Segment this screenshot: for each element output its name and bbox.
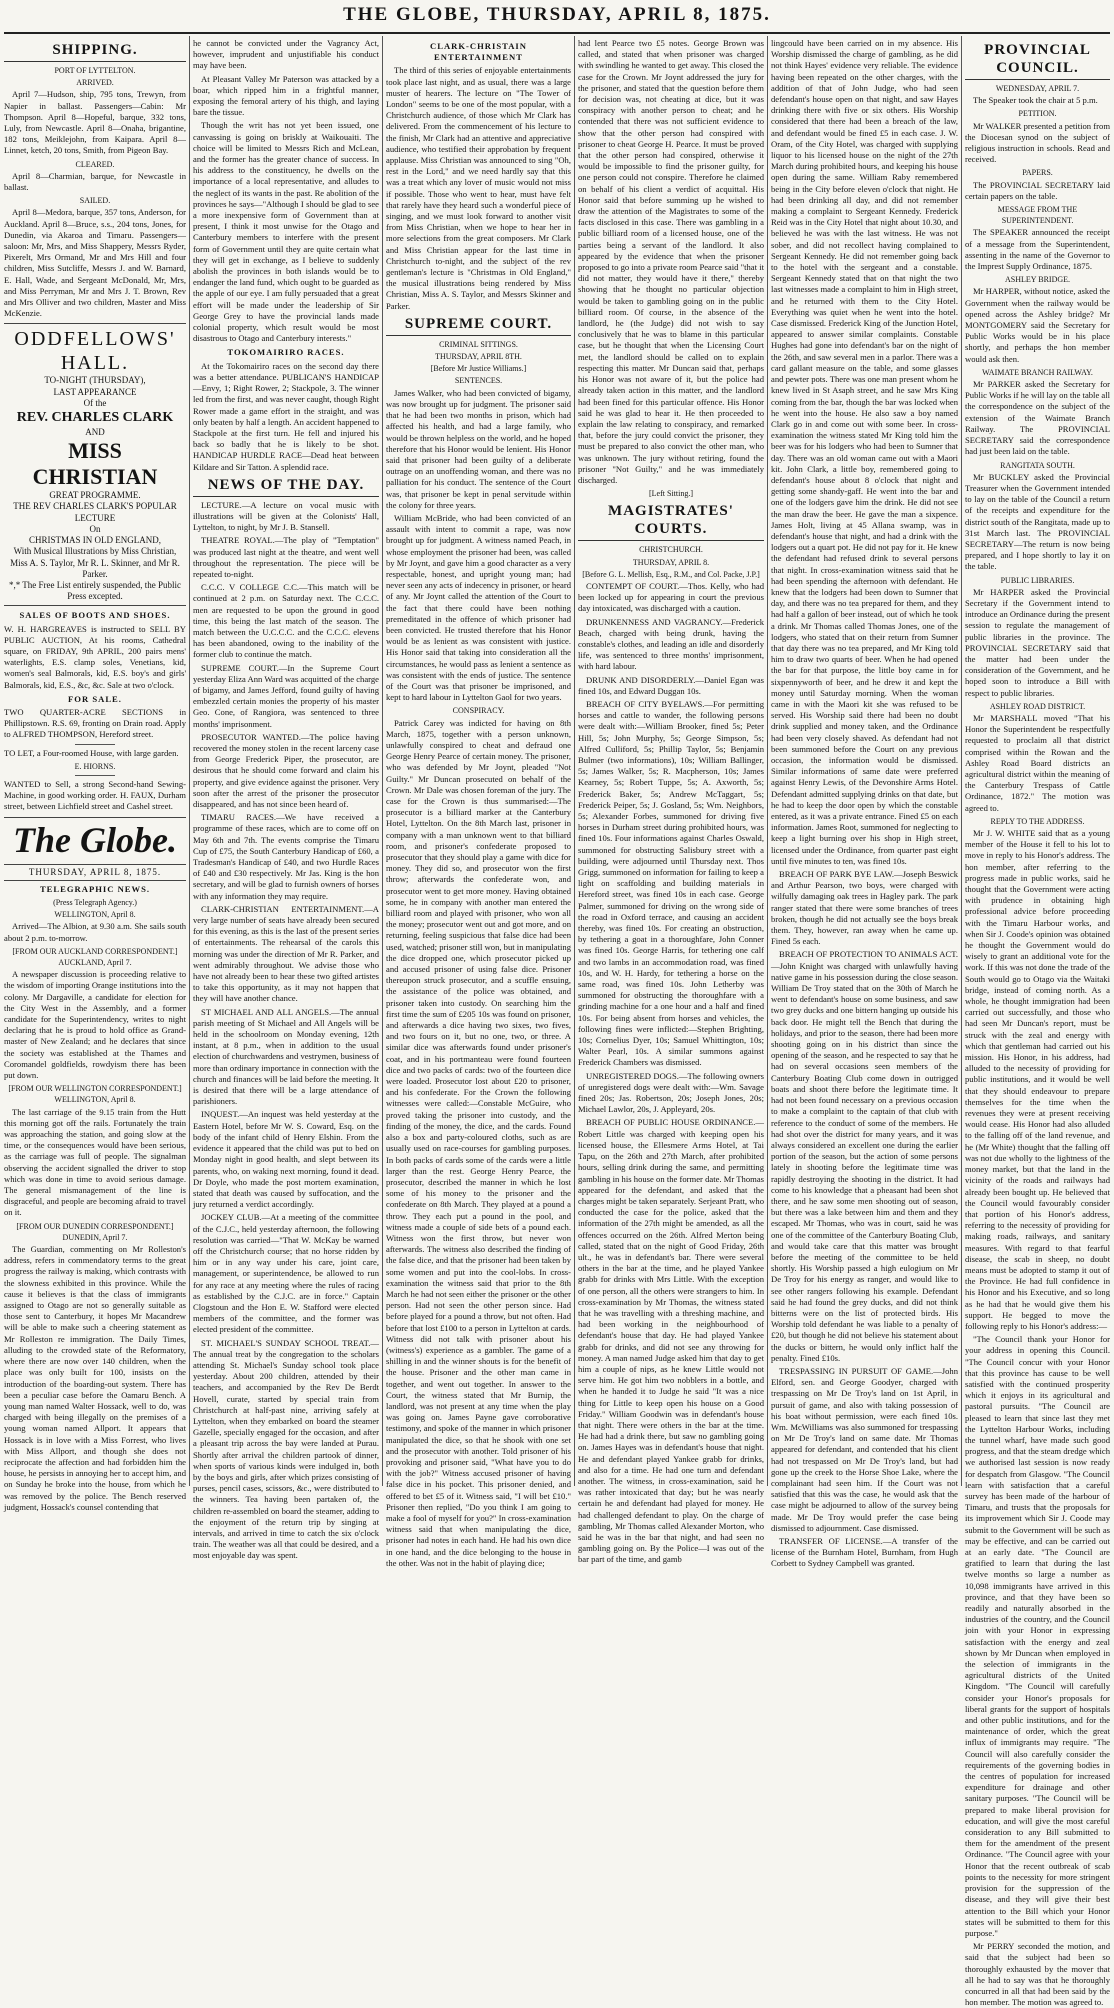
wellington-text: Arrived—The Albion, at 9.30 a.m. She sails south about 2 p.m. to-morrow. xyxy=(4,921,186,943)
divider xyxy=(75,775,115,776)
mcbride-case: William McBride, who had been convicted of an assault with intent to commit a rape, was now brought up for judgment. A witness named Peach, in whose employment the prisoner had been, was called by Mr Joynt, and gave him a good character as a very respectable, honest, and upright young man; had never seen any acts of indecency in prisoner, or heard of any. Mr Joynt called the attention of the Court to the fact that there could have been nothing premeditated in the offence of which prisoner had been convicted. He trusted therefore that his Honor would be as lenient as was consistent with justice. His Honor said that taking into consideration all the circumstances, he would pass as lenient a sentence as was consistent with the ends of justice. The sentence of the Court was that prisoner be imprisoned, and kept to hard labour in Lyttelton Gaol for two years. xyxy=(386,512,571,703)
masthead-rule xyxy=(4,32,1110,34)
sailed-label: SAILED. xyxy=(79,196,111,206)
papers-label: PAPERS. xyxy=(1022,168,1053,178)
papers-text: The PROVINCIAL SECRETARY laid certain papers on the table. xyxy=(965,179,1110,201)
libraries-text: Mr HARPER asked the Provincial Secretary if the Government intend to introduce an Ordinance during the present session to regulate the management of public libraries in the province. The PROVINCIAL SECRETARY said that the matter had been under the consideration of the Government, and he hoped soon to introduce a Bill with respect to public libraries. xyxy=(965,586,1110,698)
telegraphic-heading: TELEGRAPHIC NEWS. xyxy=(39,883,151,894)
magistrates-heading: MAGISTRATES' COURTS. xyxy=(578,502,764,541)
column-divider xyxy=(767,36,768,1486)
last-appearance: LAST APPEARANCE xyxy=(53,386,137,397)
auckland-correspondent: [FROM OUR AUCKLAND CORRESPONDENT.] AUCKLAND, April 7. xyxy=(12,946,178,967)
column-divider xyxy=(574,36,575,1486)
supreme-court-heading: SUPREME COURT. xyxy=(386,315,571,336)
carey-case-continued: had lent Pearce two £5 notes. George Brown was called, and stated that when prisoner was charged with swindling he wanted to get away. This closed the case for the Crown. Mr Joynt addressed the jury for the prisoner, and stated that the question before them for decision was, not cheating at dice, but it was conspiracy with another person to cheat; and he contended that there was not sufficient evidence to show that the other person had conspired with prisoner to cheat George H. Pearce. It must be proved that the other person had conspired, otherwise it would be impossible to find the prisoner guilty, for one person could not conspire. Therefore he claimed on behalf of his client a verdict of acquittal. His Honor said that before summing up he wished to draw the attention of the Magistrates to some of the facts disclosed in this case. There was gambling in a public billiard room of a licensed house, one of the parties being a servant of the landlord. It also appeared by the evidence that when the prisoner proposed to go into a private room Pearce said "that it did not matter, they would have it there," thereby showing that he thought no particular objection would be taken to gambling going on in the public billiard room. Of course, in the absence of the landlord, he (the Judge) did not wish to say conclusively that he was to blame in this particular case, but he thought that when the Licensing Court met, the landlord should be called on to explain respecting this matter. Mr Duncan said that, perhaps his Honor was not aware of it, but the police had already taken action in this matter, and the landlord had been fined for this particular offence. His Honor said he was glad to hear it. He then proceeded to explain the law relating to conspiracy, and remarked that, before the jury could convict the prisoner, they must be prepared to also convict the other man, who was unknown. The jury without retiring, found the prisoner "Not Guilty," and he was immediately discharged. xyxy=(578,38,764,485)
quarter-acre-advert: TWO QUARTER-ACRE SECTIONS in Phillipstown. R.S. 69, fronting on Drain road. Apply to ALFRED THOMPSON, Hereford street. xyxy=(4,706,186,740)
miss-christian: MISS CHRISTIAN xyxy=(32,438,158,490)
column-5 xyxy=(771,38,958,1569)
magistrates-before: [Before G. L. Mellish, Esq., R.M., and Col. Packe, J.P.] xyxy=(582,569,760,579)
speaker: The Speaker took the chair at 5 p.m. xyxy=(973,95,1098,106)
news-item: ST MICHAEL AND ALL ANGELS.—The annual parish meeting of St Michael and All Angels will be held in the schoolroom on Monday evening, 12th instant, at 8 p.m., when in addition to the usual election of churchwardens and vestrymen, business of more than ordinary importance in connection with the church and finances will be laid before the meeting. It is desired that there will be a large attendance of parishioners. xyxy=(193,1006,379,1107)
council-date: WEDNESDAY, APRIL 7. xyxy=(995,84,1080,93)
news-item: JOCKEY CLUB.—At a meeting of the committee of the C.J.C., held yesterday afternoon, the following resolution was carried—"That W. McKay be warned off the Christchurch course; that no horse ridden by him or in any way under his care, joint care, management, or superintendence, be allowed to run for any race at any meeting where the rules of racing as established by the C.J.C. are in force." Captain Clogstoun and the Hon E. W. Stafford were elected members of the committee, and the former was elected president of the committee. xyxy=(193,1212,379,1335)
criminal-sittings: CRIMINAL SITTINGS. xyxy=(439,339,518,349)
ashley-road-text: Mr MARSHALL moved "That his Honor the Superintendent be respectfully requested to proclaim all that district comprised within the Rowan and the Ashley Road Board districts an agricultural district within the meaning of the Canterbury Trespass of Cattle Ordinance, 1872." The motion was agreed to. xyxy=(965,712,1110,813)
and-label: AND xyxy=(85,427,105,438)
petition-label: PETITION. xyxy=(1018,109,1057,119)
press-agency: (Press Telegraph Agency.) xyxy=(53,897,137,907)
rangitata-label: RANGITATA SOUTH. xyxy=(1000,460,1075,470)
ashley-road-label: ASHLEY ROAD DISTRICT. xyxy=(989,701,1086,711)
rev-clark: REV. CHARLES CLARK xyxy=(16,410,174,426)
article-paragraph: he cannot be convicted under the Vagrancy Act, however, imprudent and unjustifiable his conduct may have been. xyxy=(193,38,379,71)
tokomairiro-text: At the Tokomairiro races on the second day there was a better attendance. PUBLICAN'S HANDICAP—Envy, 1; Right Rower, 2; Stackpole, 3. The winner led from the first, and was never caught, though Right Rower made a game effort in the straight, and was only beaten by half a length. An accident happened to Stackpole at the first turn. He fell and injured his back so badly that he is likely to be shot. HANDICAP HURDLE RACE—Dead heat between Kildare and Sir Tatton. A splendid race. xyxy=(193,360,379,472)
column-divider xyxy=(382,36,383,1486)
masthead-title: THE GLOBE, THURSDAY, APRIL 8, 1875. xyxy=(343,4,771,25)
news-heading: NEWS OF THE DAY. xyxy=(193,476,379,497)
news-item: LECTURE.—A lecture on vocal music with illustrations will be given at the Colonists' Hall, Lyttelton, to night, by Mr J. B. Stansell. xyxy=(193,499,379,533)
hiorns-signature: E. HIORNS. xyxy=(74,761,116,771)
cleared-text: April 8—Charmian, barque, for Newcastle in ballast. xyxy=(4,170,186,193)
column-1 xyxy=(4,38,186,1512)
court-item-continued: lingcould have been carried on in my absence. His Worship dismissed the charge of gambling, as he did not think Hayes' evidence very reliable. The evidence having been repeated on the other charges, with the addition of that of John Judge, who had seen defendant's house open on that night, and saw Hayes drinking there with five or six others. His Worship considered that there had been a breach of the law, and defendant would be fined £5 in each case. J. W. Oram, of the City Hotel, was charged with supplying liquor to his licensed house on the night of the 27th March during prohibited hours, and keeping his house open during the same. William Raby remembered being in the City before eleven o'clock that night. He had been drinking all day, and did not remember making a complaint to Sergeant Kennedy. Frederick Reid was in the City Hotel that night about 10.30, and believed he was with the last witness. He was not sober, and did not recollect having complained to Sergeant Kennedy. He did not remember going back to the hotel with the sergeant and a constable. Sergeant Kennedy stated that on that night the two last witnesses made a complaint to him in High street, and he returned with them to the City Hotel. Everything was quiet when he went into the hotel. Case dismissed. Frederick King of the Junction Hotel, appeared to answer similar complaints. Constable Hughes had gone into defendant's bar on the night of the 26th, and saw several men in a parlor. There was a card gallant measure on the table, and some glasses and pewter pots. There was one man present whom he knew lived in St Asaph street, and he saw Mrs King coming from the bar, though the bar was locked when he went into the house. He also saw a boy named Clark go in and come out with some beer. In cross-examination the witness stated Mr King told him the beer was for his lodgers who had been to Sumner that day. There was an old woman came out with a Maori kit. John Clark, a little boy, remembered going to defendant's house about 8 o'clock that night and getting some shandy-gaff. He went into the bar and one of the lodgers gave him the drink. He did not see the man draw the beer. He gave the man a sixpence. James Holt, living at 45 Allana swamp, was in defendant's house that night, and had a drink with the lodgers out a quart pot. He did not pay for it. He knew the defendant had refused drink to several persons that night. In cross-examination witness said that he had been spending the afternoon with defendant. He knew that the lodgers had been down to Sumner that day, and there was no tea prepared for them, and they had half a gallon of beer instead, out of which he took a drink. Mr Thomas called Thomas Jones, one of the lodgers, who stated that on their return from Sumner that day there was no tea prepared, and Mr King told him to draw two quarts of beer. When he had opened the bar for that purpose, the little boy came in for sixpennyworth of beer, and he drew it and kept the money until Saturday morning. When the woman came in with the Maori kit she was refused to be served. His Worship said there had been no doubt drink supplied and money taken, and the Ordinance had been very closely shaved. As defendant had not been summoned before the Court on any previous occasion, the information would be dismissed. Similar informations of same date were preferred against Henry Lewis, of the Devonshire Arms Hotel. Defendant admitted supplying drinks on that date, but he had to keep the door open by which the constable entered, as it was a private entrance. Fined £5 on each information. James Root, summoned for neglecting to keep a light burning over his shop in High street, licensed under the Ordinance, from quarter past eight until five minutes to ten, was fined 10s. xyxy=(771,38,958,866)
sentences-label: SENTENCES. xyxy=(454,376,503,386)
column-4 xyxy=(578,38,764,1565)
column-divider xyxy=(189,36,190,1486)
wellington-correspondent: [FROM OUR WELLINGTON CORRESPONDENT.] WELLINGTON, April 8. xyxy=(8,1084,182,1105)
of-the: Of the xyxy=(83,397,107,408)
popular-lecture: THE REV CHARLES CLARK'S POPULAR LECTURE xyxy=(13,501,177,523)
court-item: CONTEMPT OF COURT.—Thos. Kelly, who had been locked up for appearing in court the previous day intoxicated, was discharged with a caution. xyxy=(578,580,764,614)
divider xyxy=(75,744,115,745)
on-label: On xyxy=(89,523,101,534)
illustrations: With Musical Illustrations by Miss Christian, Miss A. S. Taylor, Mr R. L. Skinner, and Mr R. Parker. xyxy=(10,546,180,579)
petition-text: Mr WALKER presented a petition from the Diocesan synod on the subject of religious instruction in schools. Read and received. xyxy=(965,120,1110,165)
court-item: TRANSFER OF LICENSE.—A transfer of the license of the Burnham Hotel, Burnham, from Hugh Corbett to Sydney Campbell was granted. xyxy=(771,1536,958,1569)
wanted-advert: WANTED to Sell, a strong Second-hand Sewing-Machine, in good working order. H. FAUX, Durham street, between Lichfield street and Cashel street. xyxy=(4,778,186,812)
clark-heading: CLARK-CHRISTAIN ENTERTAINMENT xyxy=(430,41,527,63)
great-programme: GREAT PROGRAMME. xyxy=(49,490,141,501)
to-let-advert: TO LET, a Four-roomed House, with large garden. xyxy=(4,747,179,758)
court-date: THURSDAY, APRIL 8TH. xyxy=(435,352,522,362)
magistrates-date: THURSDAY, APRIL 8. xyxy=(632,557,710,567)
article-paragraph: Though the writ has not yet been issued, one canvassing is going on briskly at Waikouaiti. The choice will be limited to Messrs Rich and McLean, and the former has the greater chance of success. In his address to the constituency, he dwells on the importance of a local representative, and alludes to the neglect of its wants in the past. Re abolition of the provinces he says—"Although I should be glad to see a more inexpensive form of Government than at present, I think it most unwise for the Otago and Canterbury members to interfere with the present form of Government until they are quite certain what they will get in exchange, as I believe to suddenly abolish the provinces in both islands would be to endanger the land fund, which ought to be guarded as the apple of our eye. I am fully persuaded that a great effort will be made under the leadership of Sir George Grey to have the provincial lands made colonial property, which result would be most disastrous to Otago and Canterbury interests." xyxy=(193,120,379,344)
news-item: SUPREME COURT.—In the Supreme Court yesterday Eliza Ann Ward was acquitted of the charge of bigamy, and James Jefford, found guilty of having embezzled certain monies the property of his master Geo. Cone, of Rangiora, was sentenced to three months' imprisonment. xyxy=(193,662,379,729)
ashley-label: ASHLEY BRIDGE. xyxy=(1004,275,1071,285)
arrived-label: ARRIVED. xyxy=(76,78,114,88)
news-item: PROSECUTOR WANTED.—The police having recovered the money stolen in the recent larceny case from George Frederick Piper, the prosecutor, are desirous that he should come forward and claim his property, and give evidence against the prisoner. Very soon after the arrest of the prisoner the prosecutor disappeared, and has not since been heard of. xyxy=(193,731,379,809)
dunedin-correspondent: [FROM OUR DUNEDIN CORRESPONDENT.] DUNEDIN, April 7. xyxy=(16,1221,174,1242)
news-item: INQUEST.—An inquest was held yesterday at the Eastern Hotel, before Mr W. S. Coward, Esq. on the body of the infant child of Henry Elshin. From the evidence it appeared that the child was put to bed on Monday night in good health, and slept between its parents, who, on waking next morning, found it dead. Dr Doyle, who made the post mortem examination, stated that death was caused by suffocation, and the jury returned a verdict accordingly. xyxy=(193,1109,379,1210)
cleared-label: CLEARED. xyxy=(75,159,115,169)
wellington-corr-text: The last carriage of the 9.15 train from the Hutt this morning got off the rails. Fortunately the train was approaching the station, and going slow at the time, or the consequences would have been serious, as the carriage was full of people. The signalman observing the accident signalled the driver to stop which was done in time to avoid serious damage. The general mismanagement of the line is disgraceful, and people are becoming afraid to travel on it. xyxy=(4,1106,186,1218)
clark-text: The third of this series of enjoyable entertainments took place last night, and as usual, there was a large muster of hearers. The lecture on "The Tower of London" seems to be one of the most popular, with a Christchurch audience, of those which Mr Clark has delivered. From the commencement of his lecture to the finish, Mr Clark had an attentive and appreciative audience, who testified their approbation by frequent applause. Miss Christian was announced to sing "Oh, rest in the Lord," and we need hardly say that this was a treat which any lover of music would not miss if possible. Those who went to hear, must have felt that rarely have they heard such a wonderful piece of singing, and we must look forward to another visit from Miss Christian, when we hope to hear her in more selections from the great composers. Mr Clark and Miss Christian appear for the last time in Christchurch to-night, and the subject of the rev gentleman's lecture is "Christmas in Old England," the musical illustrations being rendered by Miss Christian, Miss A. S. Taylor, and Messrs Skinner and Parker. xyxy=(386,65,571,311)
globe-date: THURSDAY, APRIL 8, 1875. xyxy=(4,864,186,881)
court-item: DRUNK AND DISORDERLY.—Daniel Egan was fined 10s, and Edward Duggan 10s. xyxy=(578,674,764,696)
waimate-label: WAIMATE BRANCH RAILWAY. xyxy=(982,367,1093,377)
court-item: BREACH OF PROTECTION TO ANIMALS ACT.—John Knight was charged with unlawfully having native game in his possession during the close season. William De Troy stated that on the 30th of March he went to defendant's house on some business, and saw two grey ducks and one bittern hanging up outside his back door. He might tell the Bench that during the holidays, and prior to the season, there had been more shooting going on in his district than since the opening of the season, and he respected to say that he had on several occasions seen members of the Canterbury Boating Club come down in outrigged boats and shoot there before the legitimate time. It had not been found necessary on a previous occasion to make a complaint to the captain of that club with reference to the conduct of some of the members. He had shot over the district for many years, and it was always considered an excellent one during the earlier portion of the season, but the action of some persons lately in shooting before the legitimate time was rapidly destroying the shooting in the district. It had come to his knowledge that a pheasant had been shot there, and he saw some men shooting out of season, but there was a lake between him and them and they escaped. Mr Thomas, who was in court, said he was one of the committee of the Canterbury Boating Club, and would take care that this matter was brought before the meeting of the committee to be held shortly. His Worship passed a high eulogium on Mr De Troy for his energy as ranger, and would like to see other rangers following his example. Defendant said he had found the grey ducks, and did not think bitterns were on the list of protected birds. His Worship told defendant he was liable to a penalty of £20, but though he did not believe his statement about the ducks or bittern, he would only inflict half the penalty. Fined £10s. xyxy=(771,949,958,1363)
tonight: TO-NIGHT (THURSDAY), xyxy=(44,375,146,386)
tokomairiro-heading: TOKOMAIRIRO RACES. xyxy=(227,347,345,358)
dunedin-text: The Guardian, commenting on Mr Rolleston's address, refers in commendatory terms to the great progress the railway is making, which contrasts with the slowness exhibited in this province. While the cause it believes is that the class of immigrants assigned to Otago are not so generally suitable as those sent to Canterbury, it hopes Mr Macandrew will be able to make such a cheering statement as Mr Rolleston re immigration. The Daily Times, alluding to the crowded state of the Reformatory, where there are now over 140 children, when the place was only built for 100, insists on the introduction of the boarding-out system. There has been a peculiar case before the Oamaru Bench. A young man named Walter Hossack, well to do, was charged with being illegally on the premises of a young woman named Allport. It appears that Hossack is in love with a Miss Forrest, who lives with Miss Allport, and though she does not reciprocate the affection and had forbidden him the house, he persists in annoying her to accept him, and on Sunday he broke into the house, from which he was removed by the police. The Bench reserved judgment, Hossack's counsel contending that xyxy=(4,1244,186,1512)
ashley-text: Mr HARPER, without notice, asked the Government when the railway would be opened across the Ashley bridge? Mr MONTGOMERY said the Secretary for Public Works would be in his place shortly, and perhaps the hon member would ask then. xyxy=(965,286,1110,364)
message-label: MESSAGE FROM THE SUPERINTENDENT. xyxy=(997,205,1078,226)
arrived-text: April 7—Hudson, ship, 795 tons, Trewyn, from Napier in ballast. Passengers—Cabin: Mr Thompson. April 8—Hopeful, barque, 332 tons, Luly, from Newcastle. April 8—Onaha, brigantine, 182 tons, Meiklejohn, from Kaipara. April 8—Linnet, ketch, 20 tons, Smith, from Pigeon Bay. xyxy=(4,89,186,156)
news-item: CLARK-CHRISTIAN ENTERTAINMENT.—A very large number of seats have already been secured for this evening, as this is the last of the present series of entertainments. The rehearsal of the carols this morning was under the direction of Mr R. Parker, and went admirably throughout. We advise those who have not already been to hear these two gifted artistes to take this opportunity, as it may not happen that they will have another chance. xyxy=(193,903,379,1004)
court-before: [Before Mr Justice Williams.] xyxy=(430,364,527,374)
sailed-text: April 8—Medora, barque, 357 tons, Anderson, for Auckland. April 8—Bruce, s.s., 204 tons, Jones, for Dunedin, via Akaroa and Timaru. Passengers—saloon: Mr, Mrs, and Miss Shappery, Messrs Ryder, Pixerelt, Mrs Ormand, Mr and Mrs Hill and four children, Miss Sutcliffe, Messrs J. and W. Barnard, E. Hall, Wade, and Sergeant McDonald, Mr, Mrs, and Miss Perryman, Mr and Mrs J. T. Brown, Rev and Mrs Olliver and two children, Master and Miss McKenzie. xyxy=(4,207,186,319)
column-6 xyxy=(965,38,1110,2008)
column-2 xyxy=(193,38,379,1561)
conspiracy-label: CONSPIRACY. xyxy=(452,706,505,716)
christmas-title: CHRISTMAS IN OLD ENGLAND, xyxy=(29,535,161,546)
auckland-text: A newspaper discussion is proceeding relative to the wisdom of importing Orange institutions into the colony. Mr Dargaville, a candidate for election for the City West in the Assembly, and a former candidate for the Superintendency, writes to night declaring that he is proud to hold office as Grand-master of New Zealand; and he declares that since the society was established at the Thames and Coromandel goldfields, rowdyism there has been put down. xyxy=(4,969,186,1081)
wellington-dateline: WELLINGTON, April 8. xyxy=(54,910,136,920)
news-item: C.C.C. V COLLEGE C.C.—This match will be continued at 2 p.m. on Saturday next. The C.C.C. men are requested to be upon the ground in good time, this being the last match of the season. The match between the U.C.C.C. and the C.C.C. elevens has been abandoned, owing to the inability of the former club to continue the match. xyxy=(193,582,379,660)
sales-heading: SALES OF BOOTS AND SHOES. xyxy=(19,610,171,621)
libraries-label: PUBLIC LIBRARIES. xyxy=(1000,575,1075,585)
court-item: UNREGISTERED DOGS.—The following owners of unregistered dogs were dealt with:—Wm. Savage fined 20s; Jas. Robertson, 20s; Joseph Jones, 20s; Michael Lawlor, 20s, J. Appleyard, 20s. xyxy=(578,1070,764,1115)
court-item: BREACH OF CITY BYELAWS.—For permitting horses and cattle to wander, the following persons were dealt with:—William Brooker, fined 5s; Peter Hill, 5s; John Murphy, 5s; George Simpson, 5s; Alfred Culliford, 5s; Phillip Taylor, 5s; Benjamin Bulmer (two informations), 10s; William Ballinger, 5s; James Walker, 5s; R. Macpherson, 10s; James Kearney, 5s; Robert Tuppe, 5s; A. Axworth, 5s; Frederick Baker, 5s; Andrew McTaggart, 5s; Frederick Peiper, 5s; J. Gosland, 5s; Wm. Neighbors, 5s; Alexander Forbes, summoned for driving five horses in Durham street during prohibited hours, was fined 10s. Four informations against Charles Oswald, summoned for obstructing Salisbury street with a building, were adjourned until Thursday next. Thos Grigg, summoned on information for failing to keep a light on scaffolding and building materials in Hereford street, was fined 10s in each case. George Palmer, summoned for driving on the wrong side of the road in Oxford terrace, and causing an accident thereby, was fined 10s. For creating an obstruction, by tethering a goat in a thoroughfare, John Conner was fined 10s. George Harris, for tethering one calf and two lambs in an accommodation road, was fined 10s, and W. H. Hardy, for tethering a horse on the same road, was fined 10s. John Letherby was summoned for obstructing the thoroughfare with a grinding machine for a one hour and a half and fined 10s. For being absent from horses and vehicles, the following fines were inflicted:—Stephen Brighting, 10s; Cornelius Dyer, 10s; Samuel Whittington, 10s; Walter Pearl, 10s. A similar summons against Frederick Chambers was dismissed. xyxy=(578,698,764,1068)
article-paragraph: At Pleasant Valley Mr Paterson was attacked by a boar, which ripped him in a frightful manner, exposing the femoral artery of his thigh, and laying bare the tissue. xyxy=(193,73,379,118)
for-sale-heading: FOR SALE. xyxy=(68,693,122,704)
court-item: DRUNKENNESS AND VAGRANCY.—Frederick Beach, charged with being drunk, having the constable's clothes, and leading an idle and disorderly life, was sentenced to three months' imprisonment, with hard labour. xyxy=(578,616,764,672)
provincial-council-heading: PROVINCIAL COUNCIL. xyxy=(965,41,1110,80)
column-divider xyxy=(961,36,962,1486)
oddfellows-hall: ODDFELLOWS' HALL. xyxy=(14,328,176,375)
port-heading: PORT OF LYTTELTON. xyxy=(54,66,136,75)
christchurch-label: CHRISTCHURCH. xyxy=(639,545,703,555)
rangitata-text: Mr BUCKLEY asked the Provincial Treasurer when the Government intended to lay on the table of the Council a return of the receipts and expenditure for the district south of the Rangitata, made up to 31st March last. The PROVINCIAL SECRETARY—The return is now being prepared, and I hope shortly to lay it on the table. xyxy=(965,471,1110,572)
court-item: BREACH OF PARK BYE LAW.—Joseph Beswick and Arthur Pearson, two boys, were charged with wilfully damaging oak trees in Hagley park. The park ranger stated that there were some branches of trees broken, though he did not actually see the boys break them. They, however, ran away when he came up. Fined 5s each. xyxy=(771,869,958,947)
free-list: *,* The Free List entirely suspended, the Public Press excepted. xyxy=(8,579,182,602)
left-sitting: [Left Sitting.] xyxy=(649,489,693,499)
carey-case: Patrick Carey was indicted for having on 8th March, 1875, together with a person unknown, unlawfully conspired to cheat and defraud one George Henry Pearce of certain money. The prisoner, who was defended by Mr Joynt, pleaded "Not Guilty." Mr Duncan prosecuted on behalf of the Crown. Mr Dale was chosen foreman of the jury. The case for the Crown is thus summarised:—The prosecutor is a billiard marker at the Canterbury Hotel, Lyttelton. On the 8th March last, prisoner in company with a man unknown went to that billiard room, and prisoner's confederate proposed to prosecutor that they should play a game with dice for money. They did so, and prosecutor won the first throw; afterwards the confederate won, and prosecutor went to get more money. Having obtained some, he in company with another man entered the billiard room and played with prisoner, who won all the money; prosecutor went out and got more, and on returning, feeling suspicious that false dice had been used, watched; prisoner still won, but in manipulating the dice dropped one, which prosecutor picked up and accused prisoner of using false dice. Prisoner thereupon struck prosecutor, and a scuffle ensuing, the assistance of the police was obtained, and prisoner taken into custody. On searching him the first time the sum of £205 10s was found on prisoner, and afterwards a dice having two sixes, two fives, and two fours on it, but no one, two, or three. A similar dice was afterwards found under prisoner's coat, and in his portmanteau were found fourteen dice and two packs of cards: two of the fourteen dice were loaded. Prosecutor lost about £20 to prisoner, and his confederate. For the Crown the following witnesses were called:—Constable McGuire, who proved taking the prisoner into custody, and the finding of the money, the dice, and the cards. Found also a box and party-coloured cloths, such as are usually used on race-courses for gambling purposes. In both packs of cards some of the cards were a little larger than the rest. George Henry Pearce, the prosecutor, described the manner in which he lost some of his money to the prisoner and the confederate on 8th March. They played at a pound a throw. They each put a pound in the pool, and witness made a couple of side bets of a pound each. Witness won the first throw, but never won afterwards. The witness also described the finding of the false dice, and that the prisoner had been taken by some women and put into the cool-lobs. In cross-examination the witness said that prior to the 8th March he had not seen either the prisoner or the other person. Had not seen the other person since. Had before played for a pound a throw, but not often. Had before that lost £100 to a person in Lyttelton at cards. Witness did not talk with prisoner about his (witness's) experience as a gambler. The game of a shilling in and the winner shouts is for the benefit of the house. Prisoner and the other man came in together, and went out together. In answer to the Court, the witness stated that Mr Burnip, the landlord, was not present at any time when the play was going on. James Payne gave corroborative testimony, and spoke of the manner in which prisoner manipulated the dice, so that he shook with one set and the prosecutor with another. Told prisoner of his provoking and prisoner said, "What have you to do with the job?" Witness accused prisoner of having false dice in his pocket. This prisoner denied, and offered to bet £5 of it. Witness said, "I will bet £10." Prisoner then replied, "Do you think I am going to make a fool of myself for you?" In cross-examination witness said that when manipulating the dice, prisoner had notes in each hand. He had his own dice in one hand, and the dice belonging to the house in the other. Was not in the habit of playing dice; xyxy=(386,717,571,1568)
reply-quote: "The Council thank your Honor for your address in opening this Council. "The Council concur with your Honor that this province has cause to be well satisfied with the continued prosperity which it enjoys in its agricultural and pastoral pursuits. "The Council are pleased to learn that since last they met the Lyttelton Harbour Works, including the tunnel wharf, have made such good progress, and that the steam dredge which we authorised last session is now ready for despatch from Glasgow. "The Council learn with satisfaction that a careful survey has been made of the harbour of Timaru, and trusts that the proposals for its improvement which Sir J. Coode may submit to the Government will be such as may be effective, and can be carried out at an early date. "The Council are gratified to learn that during the last twelve months so large a number as 10,098 immigrants have arrived in this province, and that they have been so readily and naturally absorbed in the industries of the country, and the Council join with your Honor in expressing satisfaction with the energy and zeal shown by Mr Duncan when employed in the selection of immigrants in the agricultural districts of the United Kingdom. "The Council will carefully consider your Honor's proposals for liberal grants for the support of hospitals and other public institutions, and for the maintenance of order, which the great influx of immigrants may require. "The Council will also carefully consider the requirements of the governing bodies in the centres of population for increased expenditure for drainage and other sanitary purposes. "The Council will be prepared to make liberal provision for education, and will give the most careful consideration to any Bill submitted to them for the amendment of the present Ordinance. "The Council agree with your Honor that the recent outbreak of scab points to the necessity for more stringent provision for the suppression of the disease, and they will give their best attention to the Bill which your Honor states will be submitted to them for this purpose." xyxy=(965,1334,1110,1938)
walker-case: James Walker, who had been convicted of bigamy, was now brought up for judgment. The prisoner said that he had been two months in prison, which had affected his health, and had a large family, who would be thrown helpless on the world, and he hoped therefore that his Honor would be lenient. His Honor said that prisoner had been guilty of a deliberate outrage on an unoffending woman, and there was no palliation for his conduct. The sentence of the Court was, that prisoner be kept in penal servitude within the colony for three years. xyxy=(386,387,571,510)
globe-title: The Globe. xyxy=(4,817,186,862)
waimate-text: Mr PARKER asked the Secretary for Public Works if he will lay on the table all the correspondence on the subject of the extension of the Waimate Branch Railway. The PROVINCIAL SECRETARY said the correspondence had just been laid on the table. xyxy=(965,379,1110,457)
news-item: ST. MICHAEL'S SUNDAY SCHOOL TREAT.—The annual treat by the congregation to the scholars attending St. Michael's Sunday school took place yesterday. About 200 children, attended by their teachers, and accompanied by the Rev De Berdt Hovell, curate, started by special train from Christchurch at half-past nine, arriving safely at Lyttelton, when they embarked on board the steamer Gazelle, specially engaged for the occasion, and after a pleasant trip across the bay were landed at Purau. Shortly after arrival the children partook of dinner, when sports of various kinds were indulged in, both by the boys and girls, after which prizes consisting of purses, pencil cases, scissors, &c., were distributed to the winners. Tea having been partaken of, the children re-assembled on board the steamer, adding to the enjoyment of the return trip by singing at intervals, and arrived in time to catch the six o'clock train. The weather was all that could be desired, and a most enjoyable day was spent. xyxy=(193,1337,379,1561)
reply-text: Mr J. W. WHITE said that as a young member of the House it fell to his lot to move in reply to his Honor's address. The hon member, after referring to the progress made in public works, said he thought that the Government were acting with prudence in obtaining high professional advice before proceeding with the Timaru Harbour works, and when Sir J. Coode's opinion was obtained he thought the Government would do wisely to grant an additional vote for the work. If this was not done the trade of the South would go to Otago via the Waitaki bridge, instead of coming north. As a whole, he thought immigration had been carried out successfully, and those who had seen Mr Duncan's report, must be struck with the zeal and energy with which that gentleman had carried out his mission. His Honor, in his address, had alluded to the necessity of providing for public institutions, and it would be well that they should endeavour to prepare themselves for the time when the revenues they were at present receiving would cease. His Honor had also alluded to the falling off of the land revenue, and he (Mr White) thought that the falling off was not due wholly to the lightness of the money market, but that the land in the vicinity of the roads and railways had already been bought up. He believed that the Council would favourably consider that portion of his Honor's address, referring to the necessity of providing for making roads, railways, and sanitary measures. With regard to that fearful disease, the scab in sheep, no doubt means must be adopted to stamp it out of the Province. He had full confidence in his Honor and his Executive, and so long as he had that he would give them his support. He begged to move the following reply to his Honor's address:— xyxy=(965,828,1110,1331)
perry-text: Mr PERRY seconded the motion, and said that the subject had been so thoroughly exhausted by the mover that all he had to say was that he thoroughly concurred in all that had been said by the hon member. The motion was agreed to. xyxy=(965,1941,1110,2008)
column-3 xyxy=(386,38,571,1568)
shipping-heading: SHIPPING. xyxy=(4,41,186,62)
oddfellows-advert xyxy=(4,323,186,606)
court-item: BREACH OF PUBLIC HOUSE ORDINANCE.—Robert Little was charged with keeping open his licensed house, the Ellesmere Arms Hotel, at Tai Tapu, on the 26th and 27th March, after prohibited hours, selling drink during the same, and permitting gambling in his house on the former date. Mr Thomas appeared for the defendant, and asked that the charges might be taken separately. Serjeant Pratt, who conducted the case for the police, asked that the information of the 27th might be amended, as all the offences occurred on the 26th. Alfred Merton being called, stated that on the night of Good Friday, 26th ult., he was in defendant's bar. There were several others in the bar at the time, and he played Yankee grabb for drinks with Mrs Little. With the exception of one person, all the others were strangers to him. In cross-examination by Mr Thomas, the witness stated that he was travelling with a threshing machine, and had been working in the neighbourhood of defendant's house that day. He had played Yankee grabb for drinks, and did not see any throwing for money. A man named Judge asked him that day to get him a couple of nips, as he knew Little would not serve him. He got him two nobblers in a bottle, and when he handed it to Judge he said "It was a nice thing for Little to keep open his house on a Good Friday." William Goodwin was in defendant's house that night. There were others in the bar at the time. He had had a drink there, but saw no gambling going on. James Hayes was in defendant's house that night. He and defendant played Yankee grabb for drinks, and also for a time. He had one turn and defendant another. The witness, in cross-examination, said he was rather intoxicated that day; but he was nearly certain he and defendant had played for money. He had challenged defendant to play. On the charge of gambling, Mr Thomas called Alexander Morton, who said he was in the bar that night, and had seen no gambling going on. By the Police—I was out of the bar part of the time, and gamb xyxy=(578,1117,764,1565)
hargreaves-advert: W. H. HARGREAVES is instructed to SELL BY PUBLIC AUCTION, At his rooms, Cathedral square, on FRIDAY, 9th APRIL, 200 pairs mens' waterlights, E.S. clamp soles, Venetians, kid, women's seal Balmorals, kid, E.S. boy's and girls' Balmorals, kid, E.S., &c, &c. Sale at two o'clock. xyxy=(4,623,186,690)
news-item: TIMARU RACES.—We have received a programme of these races, which are to come off on May 6th and 7th. The events comprise the Timaru Cup of £75, the South Canterbury Handicap of £60, a Tradesman's Handicap of £40, and two Hurdle Races of £40 and £30 respectively. Mr Jas. King is the hon secretary, and will be glad to furnish owners of horses with any information they may require. xyxy=(193,812,379,901)
reply-label: REPLY TO THE ADDRESS. xyxy=(990,816,1085,826)
court-item: TRESPASSING IN PURSUIT OF GAME.—John Elford, sen. and George Goodyer, charged with trespassing on Mr De Troy's land on 1st April, in pursuit of game, and also with taking possession of his boat without permission, were each fined 10s. Wm. McWilliams was also summoned for trespassing on Mr De Troy's land on same date. Mr Thomas appeared for defendant, and contended that his client had not trespassed on Mr De Troy's land, but had gone up the creek to the Horse Shoe Lake, where the complainant had seen him. If the Court was not satisfied that this was the case, he would ask that the case might be adjourned to allow of the survey being made. Mr De Troy would prefer the case being dismissed to adjournment. Case dismissed. xyxy=(771,1365,958,1533)
news-item: THEATRE ROYAL.—The play of "Temptation" was produced last night at the theatre, and went well throughout the representation. The piece will be repeated to-night. xyxy=(193,535,379,579)
message-text: The SPEAKER announced the receipt of a message from the Superintendent, assenting in the name of the Governor to the Imprest Supply Ordinance, 1875. xyxy=(965,227,1110,272)
